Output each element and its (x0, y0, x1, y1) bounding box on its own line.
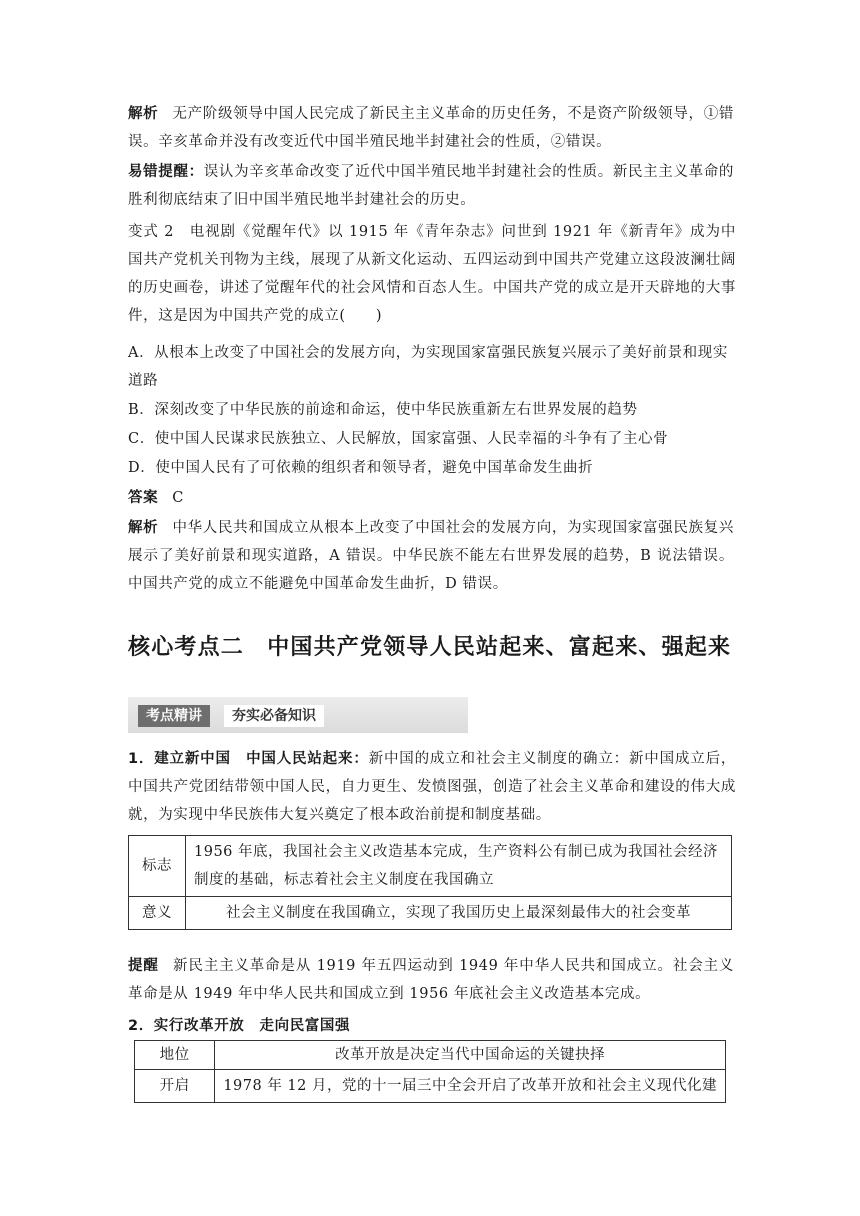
table-key: 开启 (135, 1070, 215, 1103)
variant-question: 变式 2 电视剧《觉醒年代》以 1915 年《青年杂志》问世到 1921 年《新青年》成为中国共产党机关刊物为主线，展现了从新文化运动、五四运动到中国共产党建立这段波澜壮阔的历史画卷，讲述了觉醒年代的社会风情和百态人生。中国共产党的成立是开天辟地的大事件，这是因为中国共产党的成立( ) (128, 224, 736, 324)
option-c: C．使中国人民谋求民族独立、人民解放，国家富强、人民幸福的斗争有了主心骨 (128, 431, 669, 447)
table-row (129, 836, 732, 897)
table-row (135, 1070, 726, 1103)
section-banner (128, 697, 468, 733)
analysis-label: 解析 (128, 106, 159, 122)
table-value: 1978 年 12 月，党的十一届三中全会开启了改革开放和社会主义现代化建 (215, 1070, 726, 1103)
option-b: B．深刻改变了中华民族的前途和命运，使中华民族重新左右世界发展的趋势 (128, 402, 638, 418)
table-value: 1956 年底，我国社会主义改造基本完成，生产资料公有制已成为我国社会经济制度的基础，标志着社会主义制度在我国确立 (186, 836, 732, 897)
analysis-text: 无产阶级领导中国人民完成了新民主主义革命的历史任务，不是资产阶级领导，①错误。辛亥革命并没有改变近代中国半殖民地半封建社会的性质，②错误。 (128, 106, 734, 150)
point-1-heading: 1．建立新中国 中国人民站起来： (128, 751, 369, 767)
analysis-paragraph-1 (128, 100, 734, 156)
option-a: A．从根本上改变了中国社会的发展方向，为实现国家富强民族复兴展示了美好前景和现实道路 (128, 345, 728, 389)
tip-text: 新民主主义革命是从 1919 年五四运动到 1949 年中华人民共和国成立。社会主义革命是从 1949 年中华人民共和国成立到 1956 年底社会主义改造基本完成。 (128, 958, 735, 1002)
error-warning-paragraph (128, 158, 734, 214)
analysis-paragraph-2 (128, 514, 734, 598)
point-2-table (134, 1040, 726, 1103)
analysis-label-2: 解析 (128, 520, 159, 536)
answer-line (128, 484, 736, 512)
tip-paragraph (128, 952, 734, 1008)
table-key: 地位 (135, 1041, 215, 1070)
banner-label-left: 考点精讲 (138, 705, 210, 727)
option-d: D．使中国人民有了可依赖的组织者和领导者，避免中国革命发生曲折 (128, 460, 594, 476)
table-value: 社会主义制度在我国确立，实现了我国历史上最深刻最伟大的社会变革 (186, 897, 732, 930)
answer-value: C (172, 490, 184, 506)
point-1-text: 新中国的成立和社会主义制度的确立：新中国成立后，中国共产党团结带领中国人民，自力更生、发愤图强，创造了社会主义革命和建设的伟大成就，为实现中华民族伟大复兴奠定了根本政治前提和制度基础。 (128, 751, 736, 823)
answer-label: 答案 (128, 490, 159, 506)
table-value: 改革开放是决定当代中国命运的关键抉择 (215, 1041, 726, 1070)
table-key: 标志 (129, 836, 186, 897)
analysis-text-2: 中华人民共和国成立从根本上改变了中国社会的发展方向，为实现国家富强民族复兴展示了美好前景和现实道路，A 错误。中华民族不能左右世界发展的趋势，B 说法错误。中国共产党的成立不能避免中国革命发生曲折，D 错误。 (128, 520, 734, 592)
table-key: 意义 (129, 897, 186, 930)
point-2-heading: 2．实行改革开放 走向民富国强 (128, 1018, 351, 1034)
table-row (135, 1041, 726, 1070)
warning-label: 易错提醒： (128, 164, 204, 180)
banner-label-right: 夯实必备知识 (224, 705, 324, 727)
point-1-paragraph (128, 745, 736, 829)
table-row (129, 897, 732, 930)
tip-label: 提醒 (128, 958, 159, 974)
section-title: 核心考点二 中国共产党领导人民站起来、富起来、强起来 (128, 635, 732, 660)
point-1-table (128, 835, 732, 930)
warning-text: 误认为辛亥革命改变了近代中国半殖民地半封建社会的性质。新民主主义革命的胜利彻底结束了旧中国半殖民地半封建社会的历史。 (128, 164, 735, 208)
